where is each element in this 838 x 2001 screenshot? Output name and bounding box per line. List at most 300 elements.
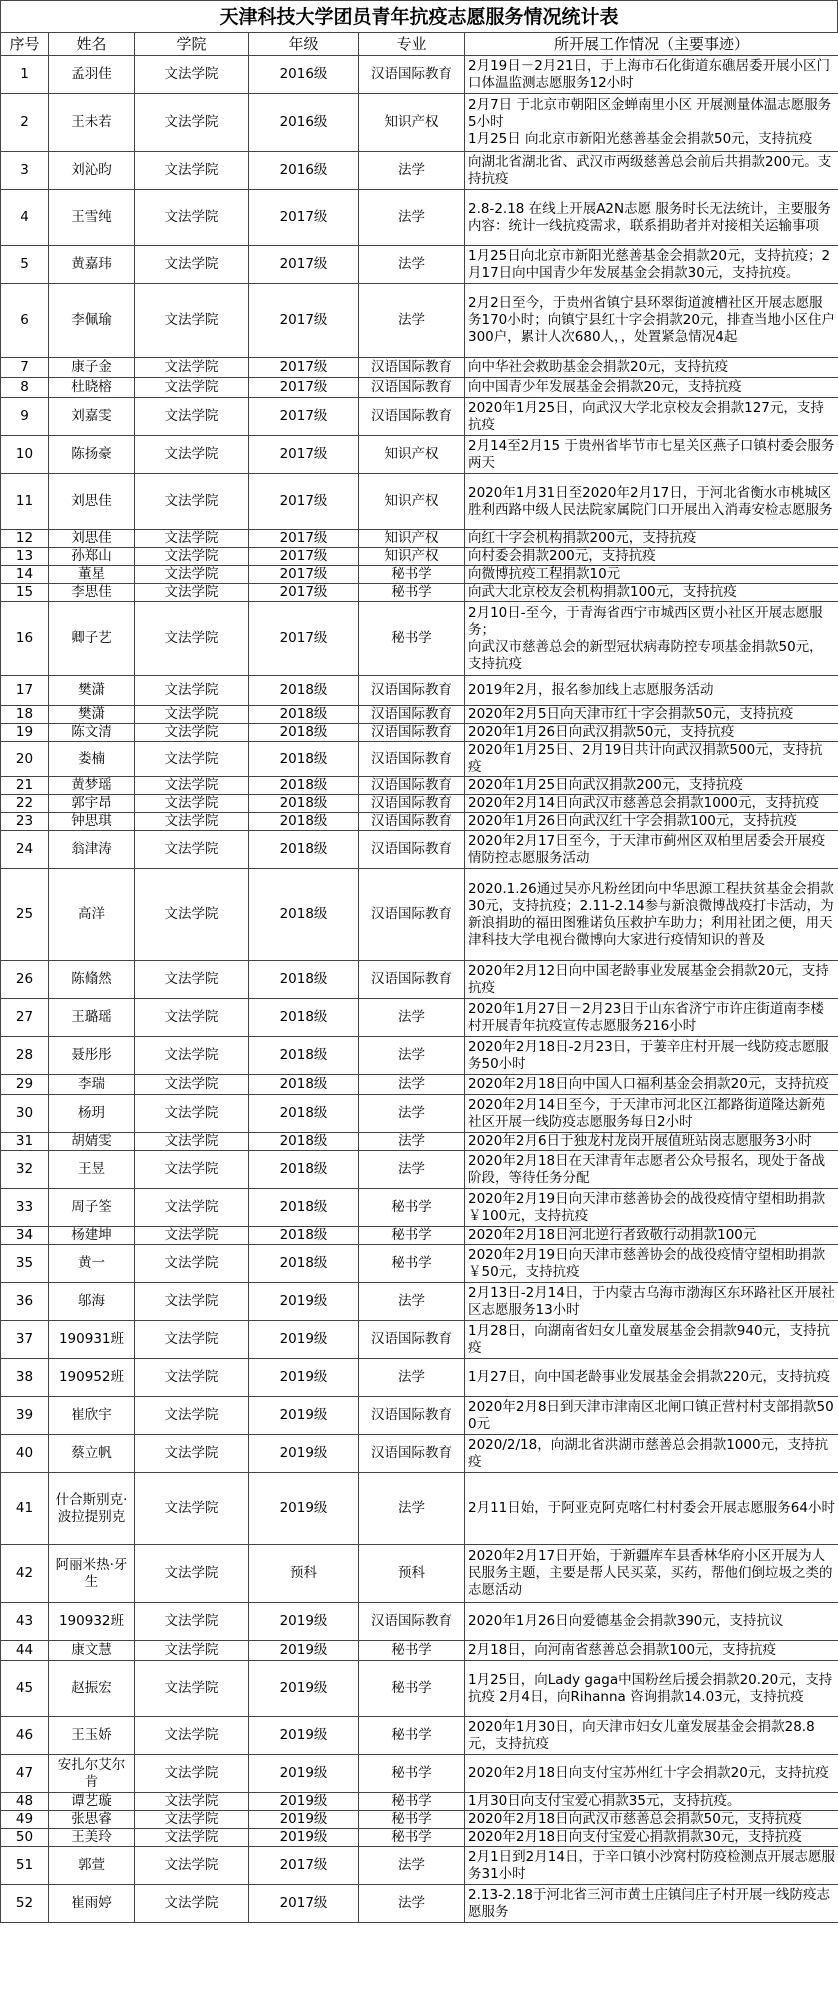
cell-name: 王未若 (49, 94, 135, 152)
statistics-table (0, 32, 838, 1923)
cell-grade: 2017级 (249, 602, 359, 676)
header-college: 学院 (135, 33, 249, 56)
cell-major: 汉语国际教育 (359, 358, 465, 378)
table-row (1, 742, 838, 777)
cell-major: 汉语国际教育 (359, 398, 465, 436)
header-no: 序号 (1, 33, 49, 56)
cell-grade: 2019级 (249, 1641, 359, 1661)
cell-college: 文法学院 (135, 1095, 249, 1133)
cell-college: 文法学院 (135, 1811, 249, 1829)
cell-college: 文法学院 (135, 706, 249, 724)
cell-major: 法学 (359, 190, 465, 246)
cell-name: 谭艺璇 (49, 1793, 135, 1811)
table-row (1, 869, 838, 961)
cell-name: 刘嘉雯 (49, 398, 135, 436)
cell-major: 汉语国际教育 (359, 1321, 465, 1359)
cell-college: 文法学院 (135, 436, 249, 474)
cell-no: 44 (1, 1641, 49, 1661)
cell-college: 文法学院 (135, 94, 249, 152)
cell-major: 秘书学 (359, 1641, 465, 1661)
cell-major: 汉语国际教育 (359, 1603, 465, 1641)
cell-name: 崔雨婷 (49, 1885, 135, 1923)
cell-college: 文法学院 (135, 813, 249, 831)
cell-college: 文法学院 (135, 530, 249, 548)
table-row (1, 1151, 838, 1189)
table-row (1, 436, 838, 474)
cell-grade: 2016级 (249, 152, 359, 190)
cell-major: 秘书学 (359, 1717, 465, 1755)
cell-major: 汉语国际教育 (359, 831, 465, 869)
cell-no: 6 (1, 284, 49, 358)
cell-name: 张思睿 (49, 1811, 135, 1829)
cell-college: 文法学院 (135, 1603, 249, 1641)
cell-grade: 2019级 (249, 1717, 359, 1755)
table-row (1, 1189, 838, 1227)
cell-grade: 2018级 (249, 676, 359, 706)
cell-work: 2020年2月17日开始，于新疆库车县香林华府小区开展为人民服务主题，主要是帮人民买菜，买药，帮他们倒垃圾之类的志愿活动 (465, 1545, 838, 1603)
cell-major: 秘书学 (359, 566, 465, 584)
cell-major: 法学 (359, 1473, 465, 1545)
cell-college: 文法学院 (135, 777, 249, 795)
cell-grade: 2019级 (249, 1829, 359, 1847)
table-row (1, 831, 838, 869)
table-row (1, 284, 838, 358)
cell-work: 2020年2月19日向天津市慈善协会的战役疫情守望相助捐款￥100元，支持抗疫 (465, 1189, 838, 1227)
cell-name: 娄楠 (49, 742, 135, 777)
table-row (1, 1037, 838, 1075)
cell-college: 文法学院 (135, 1755, 249, 1793)
cell-name: 孟羽佳 (49, 56, 135, 94)
cell-grade: 2019级 (249, 1435, 359, 1473)
table-row (1, 1435, 838, 1473)
cell-no: 7 (1, 358, 49, 378)
table-row (1, 777, 838, 795)
cell-work: 2020年1月25日向武汉捐款200元，支持抗疫 (465, 777, 838, 795)
cell-name: 蔡立帆 (49, 1435, 135, 1473)
cell-grade: 2018级 (249, 1189, 359, 1227)
cell-no: 30 (1, 1095, 49, 1133)
cell-major: 知识产权 (359, 94, 465, 152)
cell-work: 2020年2月18日向支付宝苏州红十字会捐款20元，支持抗疫 (465, 1755, 838, 1793)
cell-college: 文法学院 (135, 358, 249, 378)
table-row (1, 1641, 838, 1661)
cell-no: 29 (1, 1075, 49, 1095)
cell-name: 赵振宏 (49, 1661, 135, 1717)
cell-major: 知识产权 (359, 436, 465, 474)
cell-college: 文法学院 (135, 1133, 249, 1151)
table-row (1, 584, 838, 602)
cell-no: 8 (1, 378, 49, 398)
cell-name: 杨建坤 (49, 1227, 135, 1245)
cell-major: 法学 (359, 1037, 465, 1075)
cell-major: 汉语国际教育 (359, 1435, 465, 1473)
cell-major: 汉语国际教育 (359, 813, 465, 831)
cell-name: 董星 (49, 566, 135, 584)
cell-major: 秘书学 (359, 1793, 465, 1811)
cell-work: 2月2日至今，于贵州省镇宁县环翠街道渡槽社区开展志愿服务170小时；向镇宁县红十字会捐款20元，排查当地小区住户300户，累计人次680人，，处置紧急情况4起 (465, 284, 838, 358)
cell-major: 法学 (359, 1359, 465, 1397)
cell-college: 文法学院 (135, 1847, 249, 1885)
cell-college: 文法学院 (135, 1641, 249, 1661)
cell-no: 24 (1, 831, 49, 869)
cell-work: 2019年2月，报名参加线上志愿服务活动 (465, 676, 838, 706)
cell-college: 文法学院 (135, 1151, 249, 1189)
cell-major: 秘书学 (359, 1755, 465, 1793)
cell-college: 文法学院 (135, 1793, 249, 1811)
table-row (1, 1811, 838, 1829)
cell-major: 秘书学 (359, 584, 465, 602)
cell-no: 42 (1, 1545, 49, 1603)
cell-no: 31 (1, 1133, 49, 1151)
cell-name: 孙郑山 (49, 548, 135, 566)
cell-college: 文法学院 (135, 398, 249, 436)
cell-no: 27 (1, 999, 49, 1037)
cell-work: 2月7日 于北京市朝阳区金蝉南里小区 开展测量体温志愿服务5小时 1月25日 向北京市新阳光慈善基金会捐款50元，支持抗疫 (465, 94, 838, 152)
cell-grade: 2018级 (249, 742, 359, 777)
table-row (1, 1717, 838, 1755)
cell-grade: 2019级 (249, 1359, 359, 1397)
cell-major: 秘书学 (359, 1811, 465, 1829)
cell-name: 胡婧雯 (49, 1133, 135, 1151)
cell-grade: 2017级 (249, 1847, 359, 1885)
cell-college: 文法学院 (135, 1717, 249, 1755)
cell-name: 王玉娇 (49, 1717, 135, 1755)
cell-work: 2020年2月14日向武汉市慈善总会捐款1000元，支持抗疫 (465, 795, 838, 813)
cell-work: 1月27日，向中国老龄事业发展基金会捐款220元，支持抗疫 (465, 1359, 838, 1397)
cell-grade: 2019级 (249, 1755, 359, 1793)
cell-no: 10 (1, 436, 49, 474)
cell-work: 2020年1月25日，向武汉大学北京校友会捐款127元，支持抗疫 (465, 398, 838, 436)
cell-no: 33 (1, 1189, 49, 1227)
cell-major: 法学 (359, 1075, 465, 1095)
cell-work: 向村委会捐款200元，支持抗疫 (465, 548, 838, 566)
cell-no: 39 (1, 1397, 49, 1435)
cell-no: 13 (1, 548, 49, 566)
cell-name: 杜晓榕 (49, 378, 135, 398)
cell-grade: 2019级 (249, 1473, 359, 1545)
cell-grade: 2017级 (249, 474, 359, 530)
cell-name: 阿丽米热·牙生 (49, 1545, 135, 1603)
cell-no: 19 (1, 724, 49, 742)
cell-major: 秘书学 (359, 1227, 465, 1245)
table-row (1, 358, 838, 378)
cell-college: 文法学院 (135, 1435, 249, 1473)
header-grade: 年级 (249, 33, 359, 56)
cell-work: 2020年2月12日向中国老龄事业发展基金会捐款20元，支持抗疫 (465, 961, 838, 999)
cell-work: 1月28日，向湖南省妇女儿童发展基金会捐款940元，支持抗疫 (465, 1321, 838, 1359)
cell-no: 22 (1, 795, 49, 813)
table-row (1, 961, 838, 999)
cell-major: 秘书学 (359, 602, 465, 676)
cell-name: 崔欣宇 (49, 1397, 135, 1435)
cell-grade: 2017级 (249, 530, 359, 548)
cell-grade: 2018级 (249, 999, 359, 1037)
cell-college: 文法学院 (135, 474, 249, 530)
cell-no: 52 (1, 1885, 49, 1923)
header-major: 专业 (359, 33, 465, 56)
table-row (1, 602, 838, 676)
cell-grade: 2018级 (249, 1095, 359, 1133)
table-row (1, 398, 838, 436)
cell-no: 37 (1, 1321, 49, 1359)
cell-college: 文法学院 (135, 284, 249, 358)
table-body (1, 56, 838, 1923)
cell-work: 2.13-2.18于河北省三河市黄土庄镇闫庄子村开展一线防疫志愿服务 (465, 1885, 838, 1923)
cell-name: 王璐瑶 (49, 999, 135, 1037)
cell-major: 汉语国际教育 (359, 742, 465, 777)
cell-major: 秘书学 (359, 1245, 465, 1283)
cell-name: 黄嘉玮 (49, 246, 135, 284)
cell-grade: 2018级 (249, 1133, 359, 1151)
cell-grade: 2018级 (249, 813, 359, 831)
cell-major: 法学 (359, 1885, 465, 1923)
cell-college: 文法学院 (135, 548, 249, 566)
cell-major: 法学 (359, 284, 465, 358)
cell-major: 法学 (359, 1133, 465, 1151)
cell-major: 法学 (359, 1283, 465, 1321)
cell-grade: 2017级 (249, 584, 359, 602)
cell-no: 40 (1, 1435, 49, 1473)
sheet-title: 天津科技大学团员青年抗疫志愿服务情况统计表 (0, 0, 838, 32)
table-row (1, 56, 838, 94)
cell-work: 2月13日-2月14日，于内蒙古乌海市渤海区东环路社区开展社区志愿服务13小时 (465, 1283, 838, 1321)
cell-work: 2020年1月26日向武汉捐款50元，支持抗疫 (465, 724, 838, 742)
cell-major: 秘书学 (359, 1661, 465, 1717)
cell-no: 11 (1, 474, 49, 530)
header-name: 姓名 (49, 33, 135, 56)
cell-grade: 2017级 (249, 398, 359, 436)
cell-major: 汉语国际教育 (359, 961, 465, 999)
cell-no: 21 (1, 777, 49, 795)
cell-major: 汉语国际教育 (359, 706, 465, 724)
cell-college: 文法学院 (135, 676, 249, 706)
cell-grade: 2018级 (249, 831, 359, 869)
cell-no: 14 (1, 566, 49, 584)
cell-work: 2月1日到2月14日，于辛口镇小沙窝村防疫检测点开展志愿服务31小时 (465, 1847, 838, 1885)
cell-name: 王昱 (49, 1151, 135, 1189)
cell-work: 2020年2月14日至今，于天津市河北区江都路街道隆达新苑社区开展一线防疫志愿服务每日2小时 (465, 1095, 838, 1133)
cell-name: 周子筌 (49, 1189, 135, 1227)
cell-grade: 2018级 (249, 869, 359, 961)
cell-college: 文法学院 (135, 1359, 249, 1397)
cell-grade: 2017级 (249, 190, 359, 246)
table-row (1, 1095, 838, 1133)
cell-grade: 2019级 (249, 1811, 359, 1829)
cell-college: 文法学院 (135, 961, 249, 999)
cell-no: 18 (1, 706, 49, 724)
cell-no: 20 (1, 742, 49, 777)
cell-college: 文法学院 (135, 1397, 249, 1435)
cell-work: 2020.1.26通过吴亦凡粉丝团向中华思源工程扶贫基金会捐款30元，支持抗疫；2.11-2.14参与新浪微博战疫打卡活动，为新浪捐助的福田图雅诺负压救护车助力；利用社团之便，用天津科技大学电视台微博向大家进行疫情知识的普及 (465, 869, 838, 961)
table-row (1, 1847, 838, 1885)
table-row (1, 566, 838, 584)
cell-work: 2020年2月6日于独龙村龙岗开展值班站岗志愿服务3小时 (465, 1133, 838, 1151)
cell-grade: 2019级 (249, 1397, 359, 1435)
cell-grade: 2018级 (249, 1227, 359, 1245)
cell-name: 李佩瑜 (49, 284, 135, 358)
cell-no: 38 (1, 1359, 49, 1397)
cell-name: 郭萱 (49, 1847, 135, 1885)
cell-major: 知识产权 (359, 530, 465, 548)
cell-no: 16 (1, 602, 49, 676)
cell-college: 文法学院 (135, 831, 249, 869)
cell-name: 王美玲 (49, 1829, 135, 1847)
cell-name: 樊潇 (49, 676, 135, 706)
cell-work: 向红十字会机构捐款200元，支持抗疫 (465, 530, 838, 548)
cell-work: 2020年2月19日向天津市慈善协会的战役疫情守望相助捐款￥50元，支持抗疫 (465, 1245, 838, 1283)
cell-work: 向微博抗疫工程捐款10元 (465, 566, 838, 584)
cell-name: 陈扬豪 (49, 436, 135, 474)
table-row (1, 1829, 838, 1847)
cell-major: 法学 (359, 246, 465, 284)
cell-grade: 2017级 (249, 436, 359, 474)
table-row (1, 1793, 838, 1811)
cell-work: 2020年2月18日河北逆行者致敬行动捐款100元 (465, 1227, 838, 1245)
cell-grade: 2018级 (249, 1037, 359, 1075)
cell-name: 黄一 (49, 1245, 135, 1283)
cell-name: 樊潇 (49, 706, 135, 724)
cell-name: 翁津涛 (49, 831, 135, 869)
cell-no: 26 (1, 961, 49, 999)
table-header-row (1, 33, 838, 56)
cell-no: 2 (1, 94, 49, 152)
table-row (1, 795, 838, 813)
cell-grade: 2018级 (249, 1075, 359, 1095)
cell-name: 王雪纯 (49, 190, 135, 246)
cell-work: 2020年1月25日、2月19日共计向武汉捐款500元，支持抗疫 (465, 742, 838, 777)
cell-work: 1月25日向北京市新阳光慈善基金会捐款20元，支持抗疫；2月17日向中国青少年发展基金会捐款30元，支持抗疫。 (465, 246, 838, 284)
cell-college: 文法学院 (135, 602, 249, 676)
cell-no: 34 (1, 1227, 49, 1245)
cell-college: 文法学院 (135, 1545, 249, 1603)
cell-college: 文法学院 (135, 869, 249, 961)
table-row (1, 1661, 838, 1717)
cell-name: 高洋 (49, 869, 135, 961)
table-row (1, 530, 838, 548)
cell-no: 12 (1, 530, 49, 548)
cell-college: 文法学院 (135, 999, 249, 1037)
cell-major: 法学 (359, 1095, 465, 1133)
cell-grade: 2017级 (249, 284, 359, 358)
cell-no: 25 (1, 869, 49, 961)
table-row (1, 94, 838, 152)
table-row (1, 1321, 838, 1359)
cell-no: 41 (1, 1473, 49, 1545)
cell-no: 1 (1, 56, 49, 94)
table-row (1, 1359, 838, 1397)
cell-no: 32 (1, 1151, 49, 1189)
cell-major: 法学 (359, 152, 465, 190)
cell-major: 汉语国际教育 (359, 1397, 465, 1435)
cell-name: 陈文清 (49, 724, 135, 742)
cell-grade: 2019级 (249, 1321, 359, 1359)
cell-work: 2020年1月26日向爱德基金会捐款390元，支持抗议 (465, 1603, 838, 1641)
cell-work: 2020年1月30日，向天津市妇女儿童发展基金会捐款28.8元，支持抗疫 (465, 1717, 838, 1755)
cell-work: 向中华社会救助基金会捐款20元，支持抗疫 (465, 358, 838, 378)
cell-grade: 2016级 (249, 56, 359, 94)
table-row (1, 724, 838, 742)
cell-major: 秘书学 (359, 1189, 465, 1227)
cell-major: 知识产权 (359, 474, 465, 530)
cell-grade: 2018级 (249, 1245, 359, 1283)
cell-work: 2月19日－2月21日，于上海市石化街道东礁居委开展小区门口体温监测志愿服务12小时 (465, 56, 838, 94)
cell-college: 文法学院 (135, 246, 249, 284)
cell-grade: 2017级 (249, 548, 359, 566)
cell-work: 2020年1月31日至2020年2月17日，于河北省衡水市桃城区胜利西路中级人民法院家属院门口开展出入消毒安检志愿服务 (465, 474, 838, 530)
cell-name: 黄梦瑶 (49, 777, 135, 795)
cell-name: 190931班 (49, 1321, 135, 1359)
table-row (1, 1283, 838, 1321)
cell-name: 康文慧 (49, 1641, 135, 1661)
table-row (1, 1245, 838, 1283)
cell-work: 2月18日，向河南省慈善总会捐款100元，支持抗疫 (465, 1641, 838, 1661)
cell-work: 2020/2/18，向湖北省洪湖市慈善总会捐款1000元，支持抗疫 (465, 1435, 838, 1473)
cell-no: 35 (1, 1245, 49, 1283)
cell-no: 45 (1, 1661, 49, 1717)
cell-college: 文法学院 (135, 152, 249, 190)
cell-major: 汉语国际教育 (359, 724, 465, 742)
table-row (1, 1075, 838, 1095)
cell-major: 知识产权 (359, 548, 465, 566)
cell-major: 预科 (359, 1545, 465, 1603)
cell-name: 聂彤彤 (49, 1037, 135, 1075)
cell-name: 安扎尔艾尔肯 (49, 1755, 135, 1793)
cell-work: 2020年1月27日－2月23日于山东省济宁市许庄街道南李楼村开展青年抗疫宣传志愿服务216小时 (465, 999, 838, 1037)
cell-college: 文法学院 (135, 1227, 249, 1245)
table-row (1, 1603, 838, 1641)
cell-major: 法学 (359, 1151, 465, 1189)
cell-college: 文法学院 (135, 378, 249, 398)
cell-college: 文法学院 (135, 1829, 249, 1847)
cell-college: 文法学院 (135, 190, 249, 246)
cell-major: 秘书学 (359, 1829, 465, 1847)
cell-grade: 2019级 (249, 1283, 359, 1321)
cell-grade: 2018级 (249, 777, 359, 795)
cell-college: 文法学院 (135, 1885, 249, 1923)
cell-grade: 2017级 (249, 378, 359, 398)
cell-no: 28 (1, 1037, 49, 1075)
cell-work: 2020年2月8日到天津市津南区北闸口镇正营村村支部捐款500元 (465, 1397, 838, 1435)
cell-grade: 2018级 (249, 706, 359, 724)
table-row (1, 1545, 838, 1603)
table-row (1, 1885, 838, 1923)
table-row (1, 190, 838, 246)
cell-name: 刘思佳 (49, 474, 135, 530)
cell-major: 汉语国际教育 (359, 869, 465, 961)
cell-no: 3 (1, 152, 49, 190)
cell-work: 1月25日，向Lady gaga中国粉丝后援会捐款20.20元，支持抗疫 2月4日，向Rihanna 咨询捐款14.03元，支持抗疫 (465, 1661, 838, 1717)
cell-major: 法学 (359, 999, 465, 1037)
table-row (1, 1227, 838, 1245)
cell-no: 4 (1, 190, 49, 246)
cell-grade: 2017级 (249, 566, 359, 584)
cell-major: 汉语国际教育 (359, 56, 465, 94)
cell-grade: 2017级 (249, 246, 359, 284)
cell-name: 钟思琪 (49, 813, 135, 831)
cell-name: 刘思佳 (49, 530, 135, 548)
cell-college: 文法学院 (135, 742, 249, 777)
cell-name: 康子金 (49, 358, 135, 378)
cell-grade: 2018级 (249, 1151, 359, 1189)
table-row (1, 676, 838, 706)
cell-college: 文法学院 (135, 1283, 249, 1321)
cell-no: 17 (1, 676, 49, 706)
cell-work: 2020年1月26日向武汉红十字会捐款100元，支持抗疫 (465, 813, 838, 831)
cell-no: 36 (1, 1283, 49, 1321)
cell-name: 杨玥 (49, 1095, 135, 1133)
cell-grade: 2017级 (249, 358, 359, 378)
cell-work: 向湖北省湖北省、武汉市两级慈善总会前后共捐款200元。支持抗疫 (465, 152, 838, 190)
